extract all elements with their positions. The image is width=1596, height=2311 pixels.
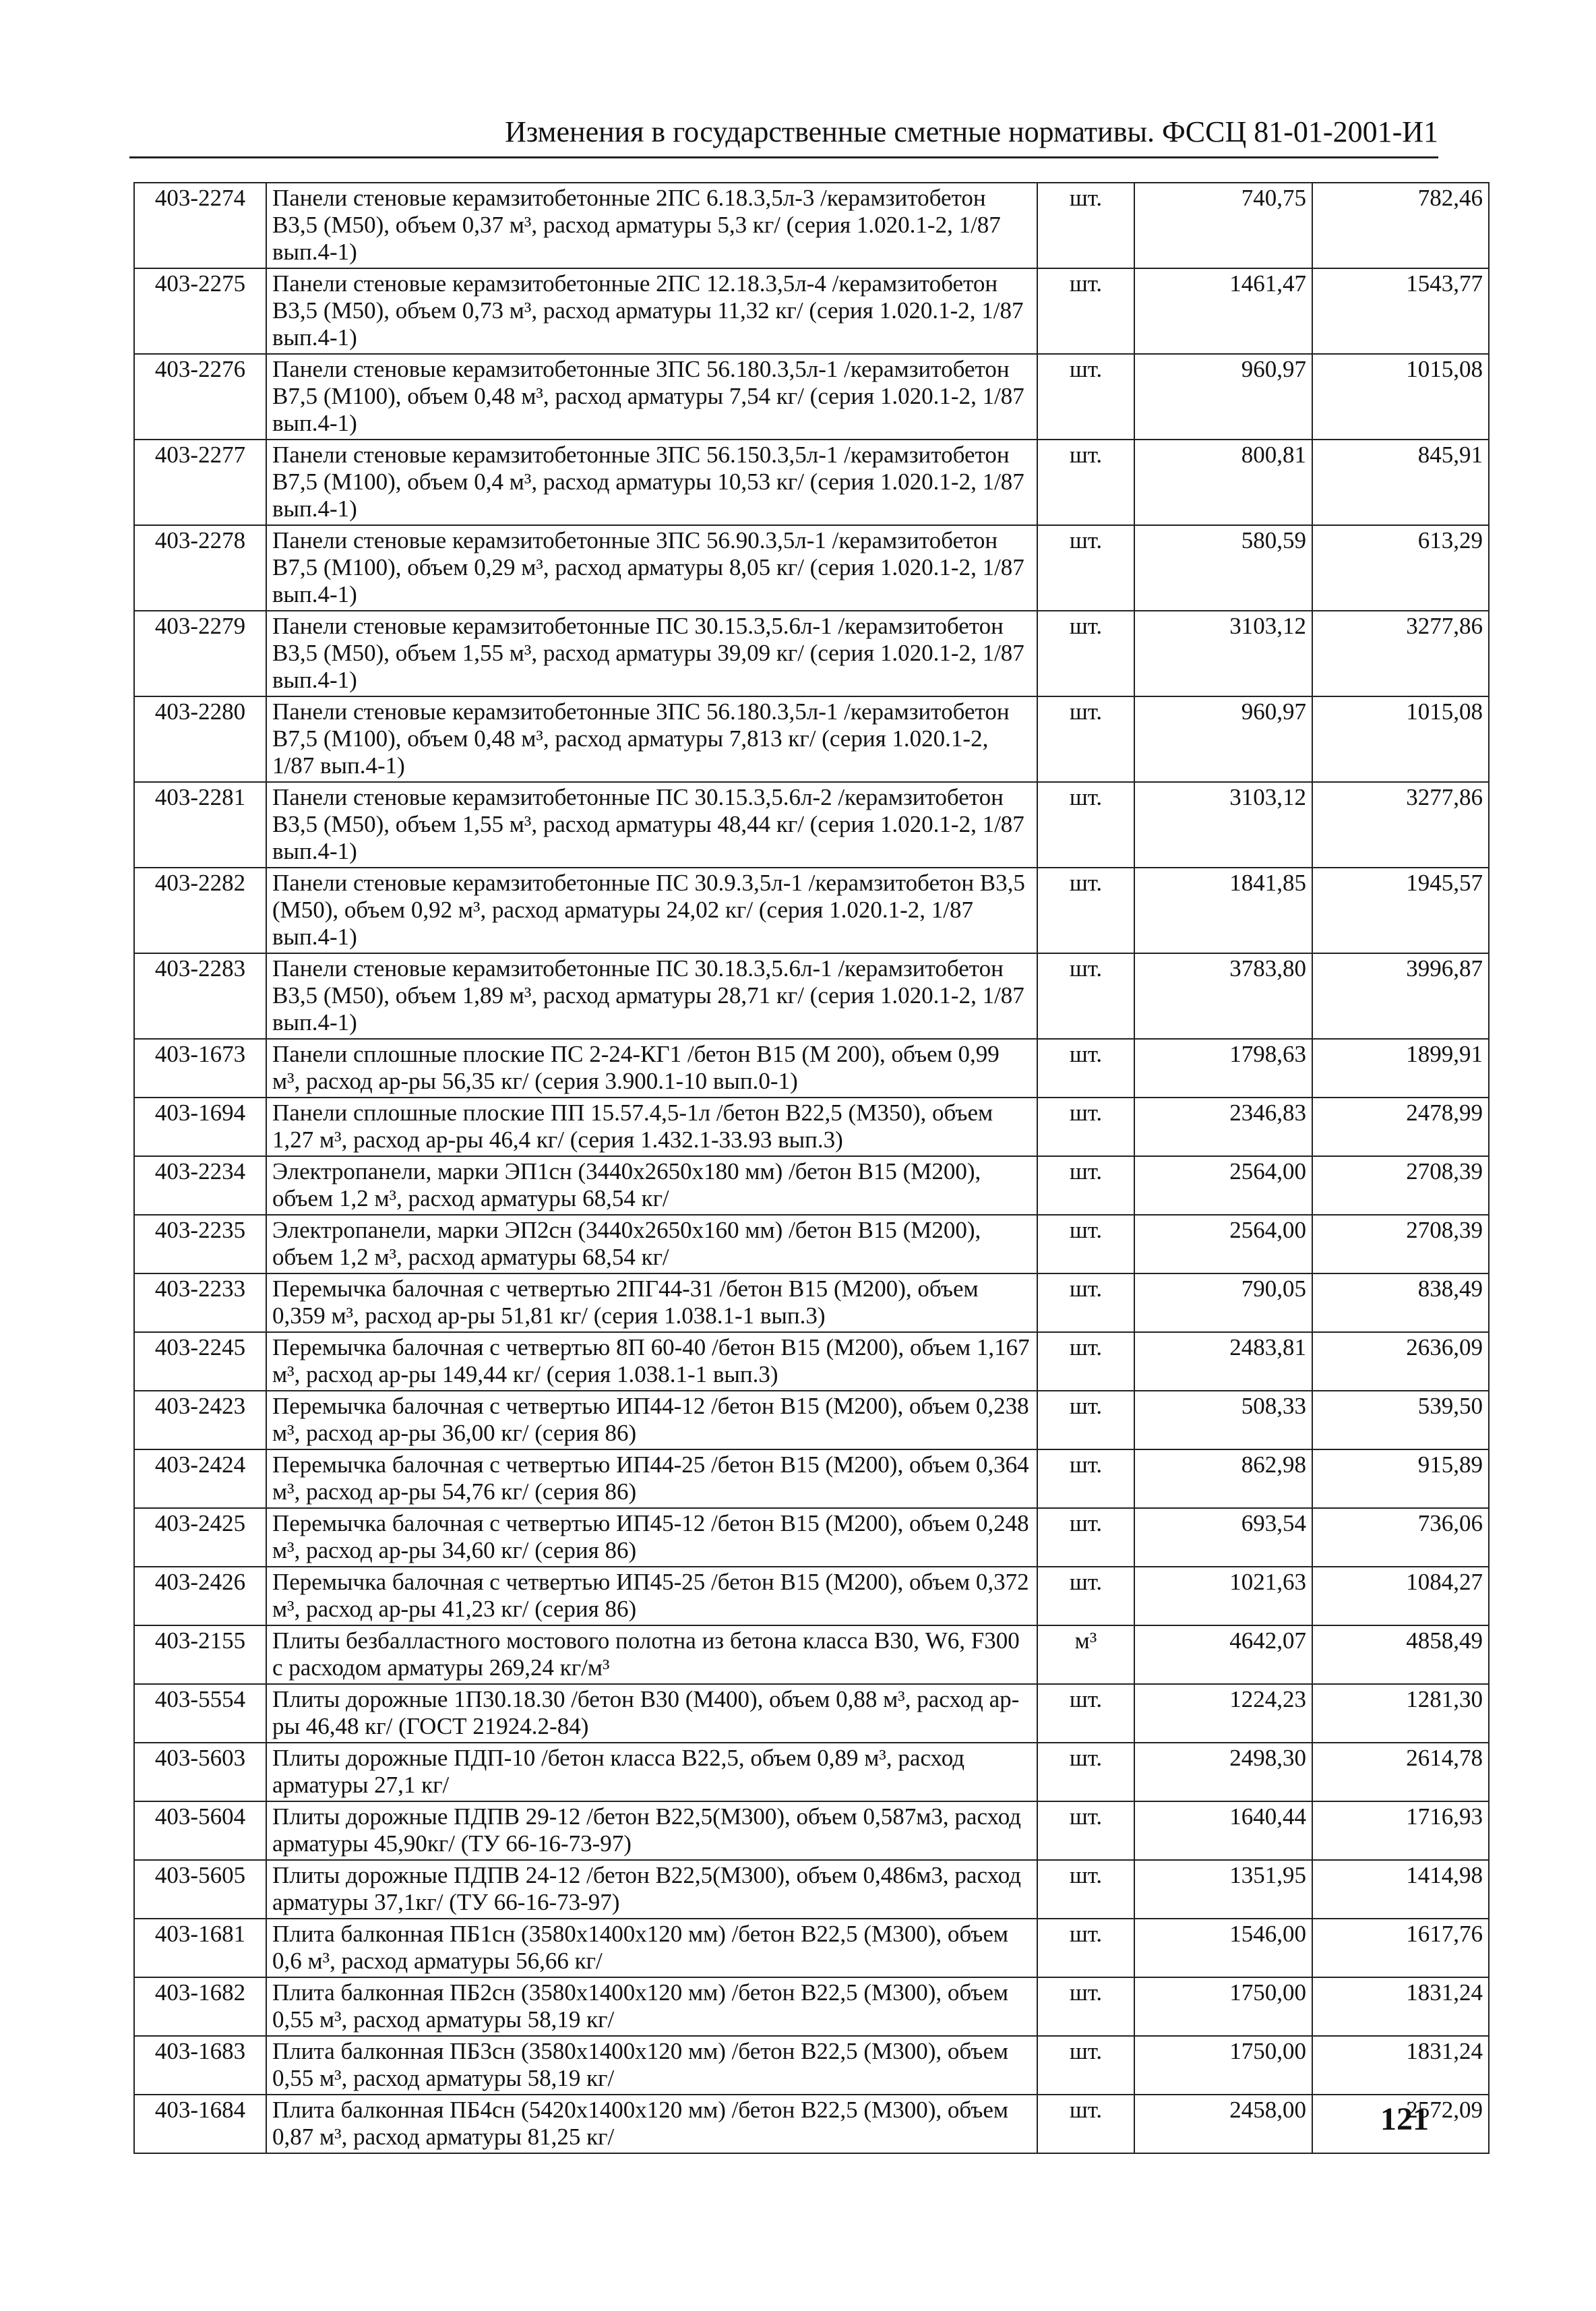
row-price-1: 3103,12 <box>1134 611 1312 696</box>
row-code: 403-1694 <box>134 1098 266 1156</box>
row-unit: шт. <box>1037 1215 1134 1273</box>
row-code: 403-5603 <box>134 1743 266 1801</box>
row-unit: шт. <box>1037 183 1134 268</box>
row-code: 403-2281 <box>134 782 266 868</box>
row-price-2: 3996,87 <box>1312 953 1489 1039</box>
page-number: 121 <box>1380 2101 1429 2137</box>
row-code: 403-2234 <box>134 1156 266 1215</box>
row-code: 403-5605 <box>134 1860 266 1919</box>
table-row <box>134 696 1489 782</box>
row-name: Плиты дорожные ПДП-10 /бетон класса В22,5, объем 0,89 м³, расход арматуры 27,1 кг/ <box>266 1743 1037 1801</box>
row-name: Плиты дорожные ПДПВ 29-12 /бетон В22,5(М300), объем 0,587м3, расход арматуры 45,90кг/ (ТУ 66-16-73-97) <box>266 1801 1037 1860</box>
row-unit: шт. <box>1037 2095 1134 2153</box>
row-unit: шт. <box>1037 1684 1134 1743</box>
row-code: 403-2280 <box>134 696 266 782</box>
table-row <box>134 1919 1489 1977</box>
row-name: Панели стеновые керамзитобетонные ПС 30.18.3,5.6л-1 /керамзитобетон В3,5 (М50), объем 1,89 м³, расход арматуры 28,71 кг/ (серия 1.020.1-2, 1/87 вып.4-1) <box>266 953 1037 1039</box>
row-name: Панели стеновые керамзитобетонные 3ПС 56.150.3,5л-1 /керамзитобетон В7,5 (М100), объем 0,4 м³, расход арматуры 10,53 кг/ (серия 1.020.1-2, 1/87 вып.4-1) <box>266 440 1037 525</box>
row-code: 403-1673 <box>134 1039 266 1098</box>
row-code: 403-2424 <box>134 1449 266 1508</box>
table-row <box>134 1273 1489 1332</box>
row-unit: шт. <box>1037 1039 1134 1098</box>
table-row <box>134 440 1489 525</box>
table-row <box>134 1684 1489 1743</box>
row-price-1: 508,33 <box>1134 1391 1312 1449</box>
row-code: 403-2245 <box>134 1332 266 1391</box>
row-name: Панели стеновые керамзитобетонные 3ПС 56.180.3,5л-1 /керамзитобетон В7,5 (М100), объем 0,48 м³, расход арматуры 7,813 кг/ (серия 1.020.1-2, 1/87 вып.4-1) <box>266 696 1037 782</box>
row-name: Плита балконная ПБ3сн (3580х1400х120 мм) /бетон В22,5 (М300), объем 0,55 м³, расход арматуры 58,19 кг/ <box>266 2036 1037 2095</box>
row-code: 403-2425 <box>134 1508 266 1567</box>
row-price-1: 1640,44 <box>1134 1801 1312 1860</box>
row-price-1: 3103,12 <box>1134 782 1312 868</box>
row-name: Панели стеновые керамзитобетонные 3ПС 56.180.3,5л-1 /керамзитобетон В7,5 (М100), объем 0,48 м³, расход арматуры 7,54 кг/ (серия 1.020.1-2, 1/87 вып.4-1) <box>266 354 1037 440</box>
row-price-1: 2498,30 <box>1134 1743 1312 1801</box>
row-name: Электропанели, марки ЭП2сн (3440х2650х160 мм) /бетон В15 (М200), объем 1,2 м³, расход арматуры 68,54 кг/ <box>266 1215 1037 1273</box>
row-price-2: 1015,08 <box>1312 696 1489 782</box>
row-name: Электропанели, марки ЭП1сн (3440х2650х180 мм) /бетон В15 (М200), объем 1,2 м³, расход арматуры 68,54 кг/ <box>266 1156 1037 1215</box>
row-unit: шт. <box>1037 1508 1134 1567</box>
row-name: Плита балконная ПБ1сн (3580х1400х120 мм) /бетон В22,5 (М300), объем 0,6 м³, расход арматуры 56,66 кг/ <box>266 1919 1037 1977</box>
row-unit: шт. <box>1037 1801 1134 1860</box>
table-row <box>134 1156 1489 1215</box>
row-code: 403-2426 <box>134 1567 266 1625</box>
row-price-2: 1281,30 <box>1312 1684 1489 1743</box>
row-unit: шт. <box>1037 1743 1134 1801</box>
row-price-1: 1021,63 <box>1134 1567 1312 1625</box>
row-name: Плиты безбалластного мостового полотна из бетона класса В30, W6, F300 с расходом арматуры 269,24 кг/м³ <box>266 1625 1037 1684</box>
row-name: Панели сплошные плоские ПП 15.57.4,5-1л /бетон В22,5 (М350), объем 1,27 м³, расход ар-ры 46,4 кг/ (серия 1.432.1-33.93 вып.3) <box>266 1098 1037 1156</box>
row-name: Перемычка балочная с четвертью ИП44-12 /бетон В15 (М200), объем 0,238 м³, расход ар-ры 36,00 кг/ (серия 86) <box>266 1391 1037 1449</box>
row-price-2: 539,50 <box>1312 1391 1489 1449</box>
row-unit: шт. <box>1037 1273 1134 1332</box>
row-price-1: 790,05 <box>1134 1273 1312 1332</box>
table-row <box>134 2095 1489 2153</box>
row-unit: шт. <box>1037 611 1134 696</box>
row-unit: шт. <box>1037 782 1134 868</box>
row-price-2: 2708,39 <box>1312 1215 1489 1273</box>
row-price-2: 838,49 <box>1312 1273 1489 1332</box>
row-unit: шт. <box>1037 525 1134 611</box>
row-price-2: 2708,39 <box>1312 1156 1489 1215</box>
row-unit: шт. <box>1037 1391 1134 1449</box>
row-name: Перемычка балочная с четвертью ИП45-25 /бетон В15 (М200), объем 0,372 м³, расход ар-ры 41,23 кг/ (серия 86) <box>266 1567 1037 1625</box>
row-price-2: 3277,86 <box>1312 611 1489 696</box>
row-code: 403-2274 <box>134 183 266 268</box>
row-code: 403-2282 <box>134 868 266 953</box>
row-price-2: 1945,57 <box>1312 868 1489 953</box>
table-row <box>134 953 1489 1039</box>
row-price-2: 2572,09 <box>1312 2095 1489 2153</box>
row-code: 403-2279 <box>134 611 266 696</box>
table-row <box>134 183 1489 268</box>
row-price-1: 960,97 <box>1134 354 1312 440</box>
row-code: 403-2155 <box>134 1625 266 1684</box>
row-unit: шт. <box>1037 1919 1134 1977</box>
row-unit: шт. <box>1037 1098 1134 1156</box>
table-row <box>134 1449 1489 1508</box>
row-unit: шт. <box>1037 1567 1134 1625</box>
table-row <box>134 1567 1489 1625</box>
page-header: Изменения в государственные сметные нормативы. ФССЦ 81-01-2001-И1 <box>505 115 1438 148</box>
row-name: Панели стеновые керамзитобетонные ПС 30.9.3,5л-1 /керамзитобетон В3,5 (М50), объем 0,92 м³, расход арматуры 24,02 кг/ (серия 1.020.1-2, 1/87 вып.4-1) <box>266 868 1037 953</box>
row-name: Панели стеновые керамзитобетонные ПС 30.15.3,5.6л-2 /керамзитобетон В3,5 (М50), объем 1,55 м³, расход арматуры 48,44 кг/ (серия 1.020.1-2, 1/87 вып.4-1) <box>266 782 1037 868</box>
row-price-1: 1224,23 <box>1134 1684 1312 1743</box>
table-row <box>134 1977 1489 2036</box>
row-price-1: 1750,00 <box>1134 2036 1312 2095</box>
row-price-1: 2483,81 <box>1134 1332 1312 1391</box>
row-name: Перемычка балочная с четвертью 2ПГ44-31 /бетон В15 (М200), объем 0,359 м³, расход ар-ры 51,81 кг/ (серия 1.038.1-1 вып.3) <box>266 1273 1037 1332</box>
row-price-1: 2564,00 <box>1134 1156 1312 1215</box>
row-unit: шт. <box>1037 2036 1134 2095</box>
row-unit: шт. <box>1037 953 1134 1039</box>
row-name: Панели стеновые керамзитобетонные 2ПС 6.18.3,5л-3 /керамзитобетон В3,5 (М50), объем 0,37 м³, расход арматуры 5,3 кг/ (серия 1.020.1-2, 1/87 вып.4-1) <box>266 183 1037 268</box>
row-name: Панели стеновые керамзитобетонные 3ПС 56.90.3,5л-1 /керамзитобетон В7,5 (М100), объем 0,29 м³, расход арматуры 8,05 кг/ (серия 1.020.1-2, 1/87 вып.4-1) <box>266 525 1037 611</box>
row-unit: шт. <box>1037 696 1134 782</box>
row-name: Панели стеновые керамзитобетонные 2ПС 12.18.3,5л-4 /керамзитобетон В3,5 (М50), объем 0,73 м³, расход арматуры 11,32 кг/ (серия 1.020.1-2, 1/87 вып.4-1) <box>266 268 1037 354</box>
row-name: Панели сплошные плоские ПС 2-24-КГ1 /бетон В15 (М 200), объем 0,99 м³, расход ар-ры 56,35 кг/ (серия 3.900.1-10 вып.0-1) <box>266 1039 1037 1098</box>
row-code: 403-1683 <box>134 2036 266 2095</box>
row-unit: шт. <box>1037 354 1134 440</box>
row-price-2: 2614,78 <box>1312 1743 1489 1801</box>
row-price-2: 782,46 <box>1312 183 1489 268</box>
row-name: Перемычка балочная с четвертью ИП45-12 /бетон В15 (М200), объем 0,248 м³, расход ар-ры 34,60 кг/ (серия 86) <box>266 1508 1037 1567</box>
row-unit: шт. <box>1037 440 1134 525</box>
table-body <box>134 183 1489 2153</box>
table-row <box>134 2036 1489 2095</box>
row-price-2: 1414,98 <box>1312 1860 1489 1919</box>
row-price-1: 862,98 <box>1134 1449 1312 1508</box>
table-row <box>134 1860 1489 1919</box>
row-code: 403-2233 <box>134 1273 266 1332</box>
table-row <box>134 1215 1489 1273</box>
row-code: 403-1681 <box>134 1919 266 1977</box>
row-code: 403-2276 <box>134 354 266 440</box>
table-row <box>134 354 1489 440</box>
row-price-1: 1461,47 <box>1134 268 1312 354</box>
row-price-1: 2458,00 <box>1134 2095 1312 2153</box>
row-price-2: 1084,27 <box>1312 1567 1489 1625</box>
row-price-1: 1798,63 <box>1134 1039 1312 1098</box>
row-name: Панели стеновые керамзитобетонные ПС 30.15.3,5.6л-1 /керамзитобетон В3,5 (М50), объем 1,55 м³, расход арматуры 39,09 кг/ (серия 1.020.1-2, 1/87 вып.4-1) <box>266 611 1037 696</box>
row-unit: шт. <box>1037 1332 1134 1391</box>
table-row <box>134 268 1489 354</box>
row-unit: шт. <box>1037 1860 1134 1919</box>
row-price-1: 693,54 <box>1134 1508 1312 1567</box>
row-unit: шт. <box>1037 268 1134 354</box>
row-price-2: 1015,08 <box>1312 354 1489 440</box>
row-price-1: 1841,85 <box>1134 868 1312 953</box>
table-row <box>134 1039 1489 1098</box>
row-unit: м³ <box>1037 1625 1134 1684</box>
row-code: 403-2275 <box>134 268 266 354</box>
row-price-1: 1351,95 <box>1134 1860 1312 1919</box>
row-price-2: 845,91 <box>1312 440 1489 525</box>
row-price-2: 1716,93 <box>1312 1801 1489 1860</box>
row-price-2: 2478,99 <box>1312 1098 1489 1156</box>
row-price-1: 800,81 <box>1134 440 1312 525</box>
row-price-1: 2564,00 <box>1134 1215 1312 1273</box>
row-code: 403-2278 <box>134 525 266 611</box>
row-price-2: 3277,86 <box>1312 782 1489 868</box>
row-price-1: 3783,80 <box>1134 953 1312 1039</box>
table-row <box>134 1625 1489 1684</box>
row-price-1: 960,97 <box>1134 696 1312 782</box>
row-code: 403-1682 <box>134 1977 266 2036</box>
row-unit: шт. <box>1037 868 1134 953</box>
row-price-2: 915,89 <box>1312 1449 1489 1508</box>
row-price-2: 613,29 <box>1312 525 1489 611</box>
norm-table <box>133 182 1490 2154</box>
row-name: Плита балконная ПБ2сн (3580х1400х120 мм) /бетон В22,5 (М300), объем 0,55 м³, расход арматуры 58,19 кг/ <box>266 1977 1037 2036</box>
row-unit: шт. <box>1037 1449 1134 1508</box>
row-price-2: 1543,77 <box>1312 268 1489 354</box>
table-row <box>134 1508 1489 1567</box>
row-code: 403-2235 <box>134 1215 266 1273</box>
row-price-2: 1831,24 <box>1312 1977 1489 2036</box>
row-code: 403-1684 <box>134 2095 266 2153</box>
row-price-2: 1899,91 <box>1312 1039 1489 1098</box>
row-price-1: 740,75 <box>1134 183 1312 268</box>
row-code: 403-2283 <box>134 953 266 1039</box>
header-rule <box>129 156 1438 158</box>
row-price-2: 1617,76 <box>1312 1919 1489 1977</box>
row-price-1: 580,59 <box>1134 525 1312 611</box>
row-name: Перемычка балочная с четвертью 8П 60-40 /бетон В15 (М200), объем 1,167 м³, расход ар-ры 149,44 кг/ (серия 1.038.1-1 вып.3) <box>266 1332 1037 1391</box>
table-row <box>134 1391 1489 1449</box>
table-row <box>134 1801 1489 1860</box>
row-price-1: 2346,83 <box>1134 1098 1312 1156</box>
table-row <box>134 1098 1489 1156</box>
row-name: Плиты дорожные ПДПВ 24-12 /бетон В22,5(М300), объем 0,486м3, расход арматуры 37,1кг/ (ТУ 66-16-73-97) <box>266 1860 1037 1919</box>
table-row <box>134 782 1489 868</box>
table-row <box>134 868 1489 953</box>
row-price-2: 736,06 <box>1312 1508 1489 1567</box>
row-unit: шт. <box>1037 1156 1134 1215</box>
table-row <box>134 1743 1489 1801</box>
row-price-2: 1831,24 <box>1312 2036 1489 2095</box>
row-code: 403-2423 <box>134 1391 266 1449</box>
row-name: Плита балконная ПБ4сн (5420х1400х120 мм) /бетон В22,5 (М300), объем 0,87 м³, расход арматуры 81,25 кг/ <box>266 2095 1037 2153</box>
row-code: 403-5554 <box>134 1684 266 1743</box>
row-name: Перемычка балочная с четвертью ИП44-25 /бетон В15 (М200), объем 0,364 м³, расход ар-ры 54,76 кг/ (серия 86) <box>266 1449 1037 1508</box>
table-row <box>134 611 1489 696</box>
row-code: 403-2277 <box>134 440 266 525</box>
row-price-1: 4642,07 <box>1134 1625 1312 1684</box>
row-code: 403-5604 <box>134 1801 266 1860</box>
table-row <box>134 525 1489 611</box>
row-price-1: 1750,00 <box>1134 1977 1312 2036</box>
row-name: Плиты дорожные 1П30.18.30 /бетон В30 (М400), объем 0,88 м³, расход ар-ры 46,48 кг/ (ГОСТ 21924.2-84) <box>266 1684 1037 1743</box>
row-unit: шт. <box>1037 1977 1134 2036</box>
row-price-2: 2636,09 <box>1312 1332 1489 1391</box>
table-row <box>134 1332 1489 1391</box>
row-price-1: 1546,00 <box>1134 1919 1312 1977</box>
row-price-2: 4858,49 <box>1312 1625 1489 1684</box>
